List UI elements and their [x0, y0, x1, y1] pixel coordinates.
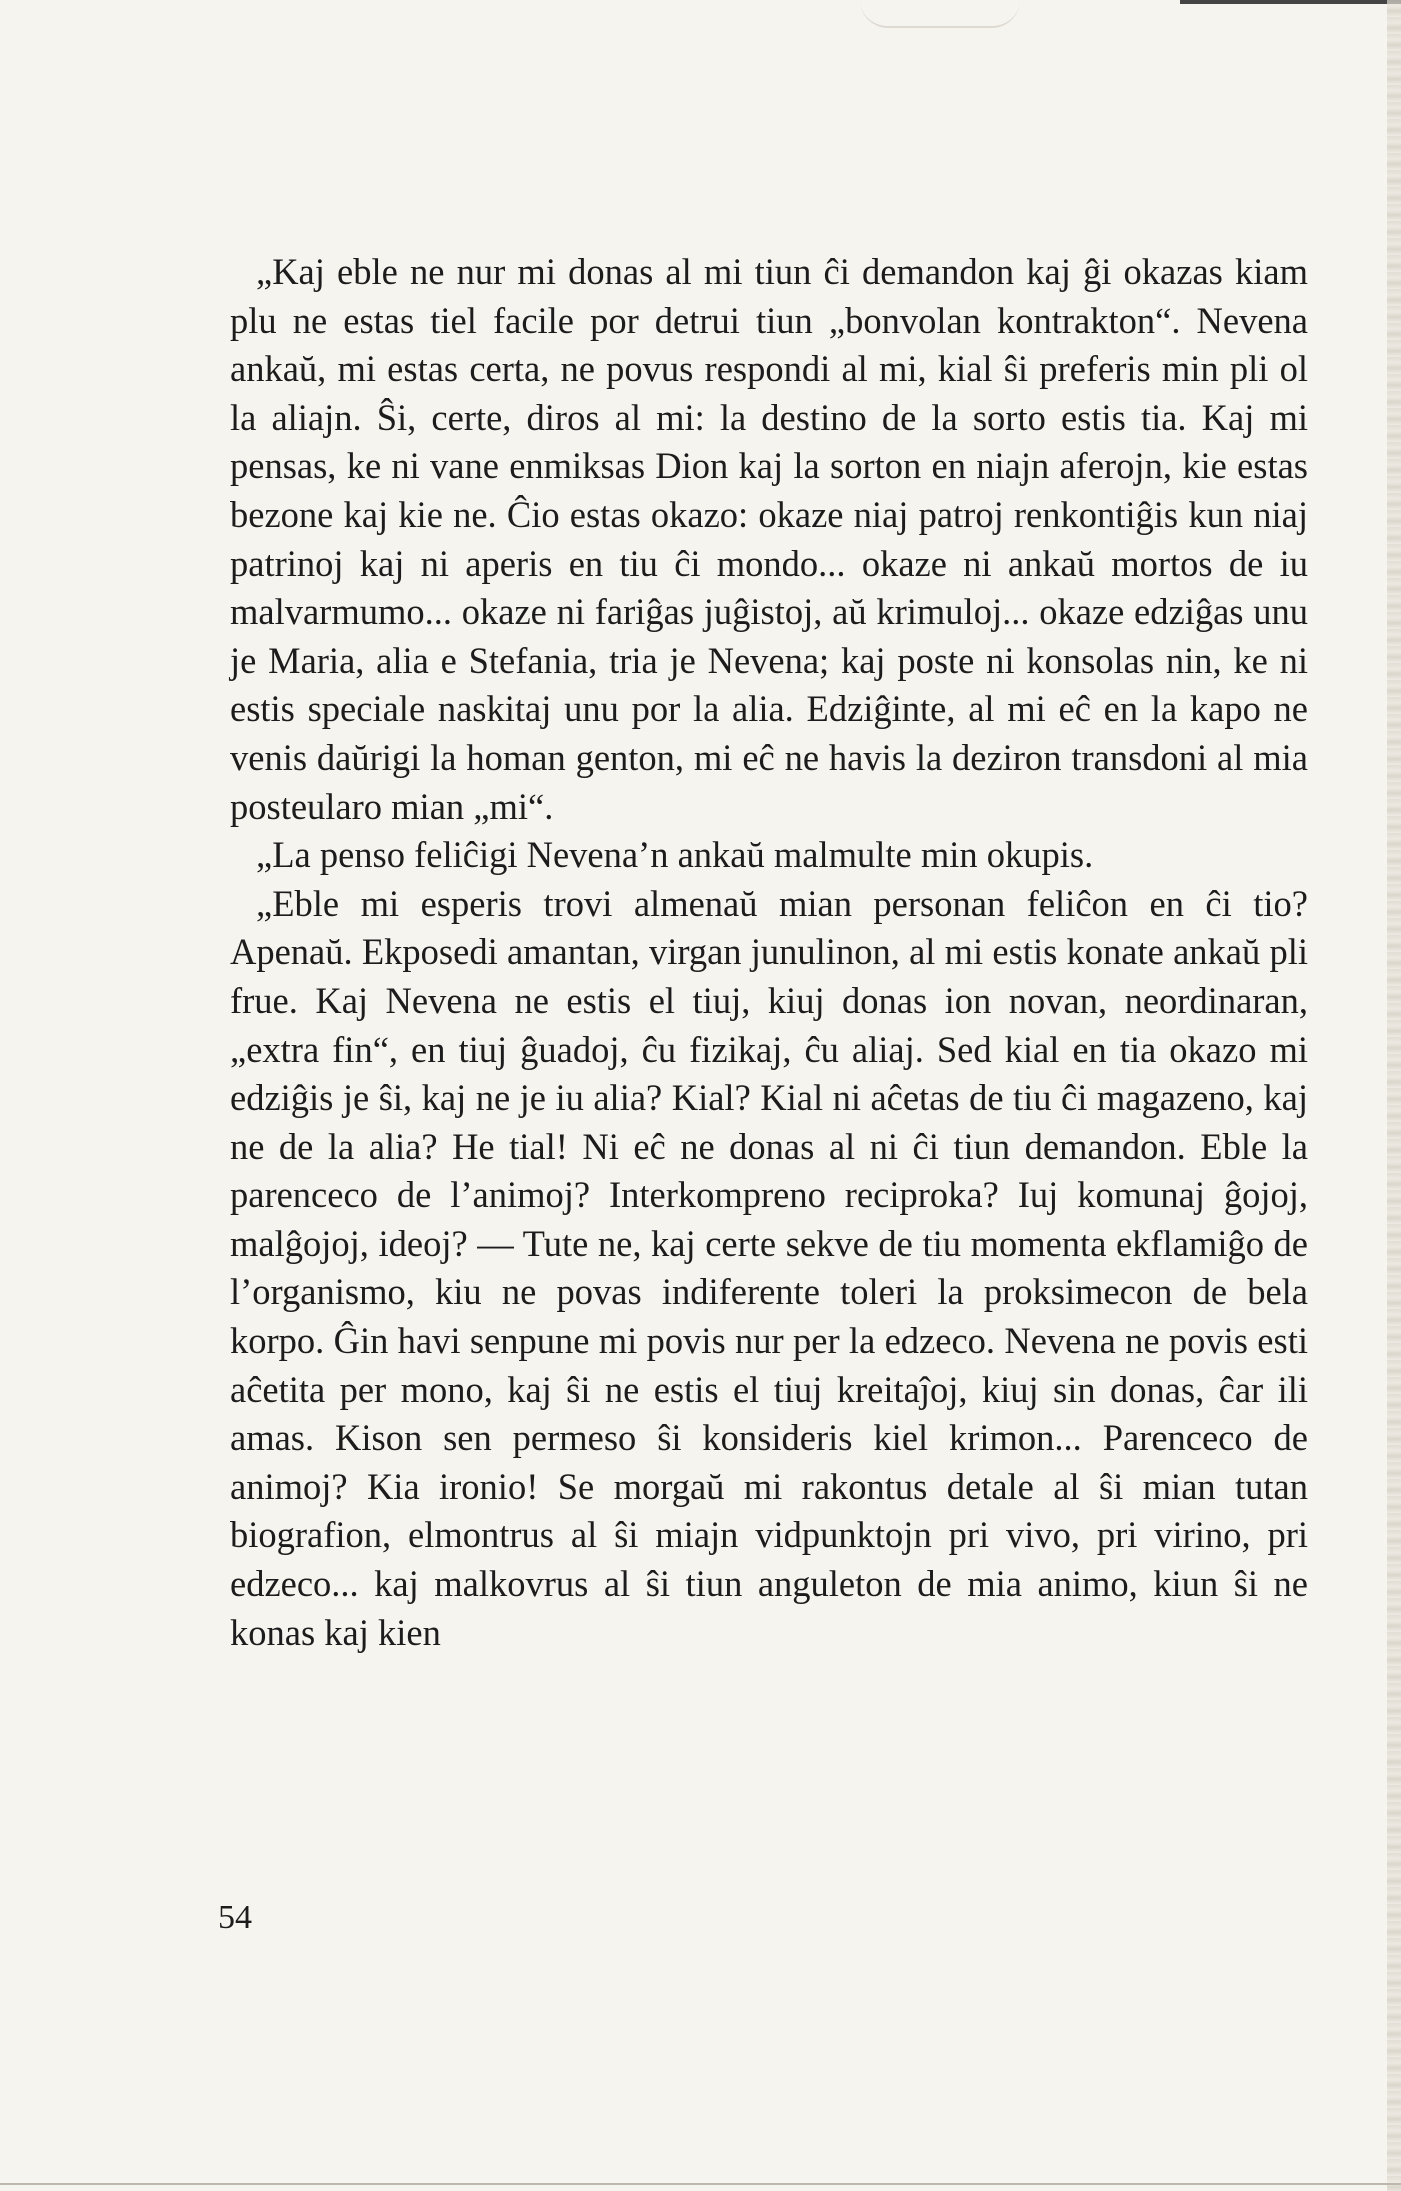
- scan-edge-right: [1387, 0, 1401, 2191]
- scan-edge-top: [1180, 0, 1401, 4]
- body-text: [230, 248, 1308, 1657]
- paragraph-3: „Eble mi esperis trovi almenaŭ mian personan feliĉon en ĉi tio? Apenaŭ. Ekposedi amantan, virgan junulinon, al mi estis konate ankaŭ pli frue. Kaj Nevena ne estis el tiuj, kiuj donas ion novan, neordinaran, „extra fin“, en tiuj ĝuadoj, ĉu fizikaj, ĉu aliaj. Sed kial en tia okazo mi edziĝis je ŝi, kaj ne je iu alia? Kial? Kial ni aĉetas de tiu ĉi magazeno, kaj ne de la alia? He tial! Ni eĉ ne donas al ni ĉi tiun demandon. Eble la parenceco de l’animoj? Interkompreno reciproka? Iuj komunaj ĝojoj, malĝojoj, ideoj? — Tute ne, kaj certe sekve de tiu momenta ekflamiĝo de l’organismo, kiu ne povas indiferente toleri la proksimecon de bela korpo. Ĝin havi senpune mi povis nur per la edzeco. Nevena ne povis esti aĉetita per mono, kaj ŝi ne estis el tiuj kreitaĵoj, kiuj sin donas, ĉar ili amas. Kison sen permeso ŝi konsideris kiel krimon... Parenceco de animoj? Kia ironio! Se morgaŭ mi rakontus detale al ŝi mian tutan biografion, elmontrus al ŝi miajn vidpunktojn pri vivo, pri virino, pri edzeco... kaj malkovrus al ŝi tiun anguleton de mia animo, kiun ŝi ne konas kaj kien: [230, 882, 1308, 1653]
- scan-edge-bottom: [0, 2183, 1401, 2185]
- paragraph-1: „Kaj eble ne nur mi donas al mi tiun ĉi demandon kaj ĝi okazas kiam plu ne estas tiel facile por detrui tiun „bonvolan kontrakton“. Nevena ankaŭ, mi estas certa, ne povus respondi al mi, kial ŝi preferis min pli ol la aliajn. Ŝi, certe, diros al mi: la destino de la sorto estis tia. Kaj mi pensas, ke ni vane enmiksas Dion kaj la sorton en niajn aferojn, kie estas bezone kaj kie ne. Ĉio estas okazo: okaze niaj patroj renkontiĝis kun niaj patrinoj kaj ni aperis en tiu ĉi mondo... okaze ni ankaŭ mortos de iu malvarmumo... okaze ni fariĝas juĝistoj, aŭ krimuloj... okaze edziĝas unu je Maria, alia e Stefania, tria je Nevena; kaj poste ni konsolas nin, ke ni estis speciale naskitaj unu por la alia. Edziĝinte, al mi eĉ en la kapo ne venis daŭrigi la homan genton, mi eĉ ne havis la deziron transdoni al mia posteularo mian „mi“.: [230, 251, 1308, 827]
- paragraph-2: „La penso feliĉigi Nevena’n ankaŭ malmulte min okupis.: [256, 834, 1094, 876]
- scan-smudge: [860, 0, 1020, 28]
- page-number: 54: [218, 1899, 252, 1936]
